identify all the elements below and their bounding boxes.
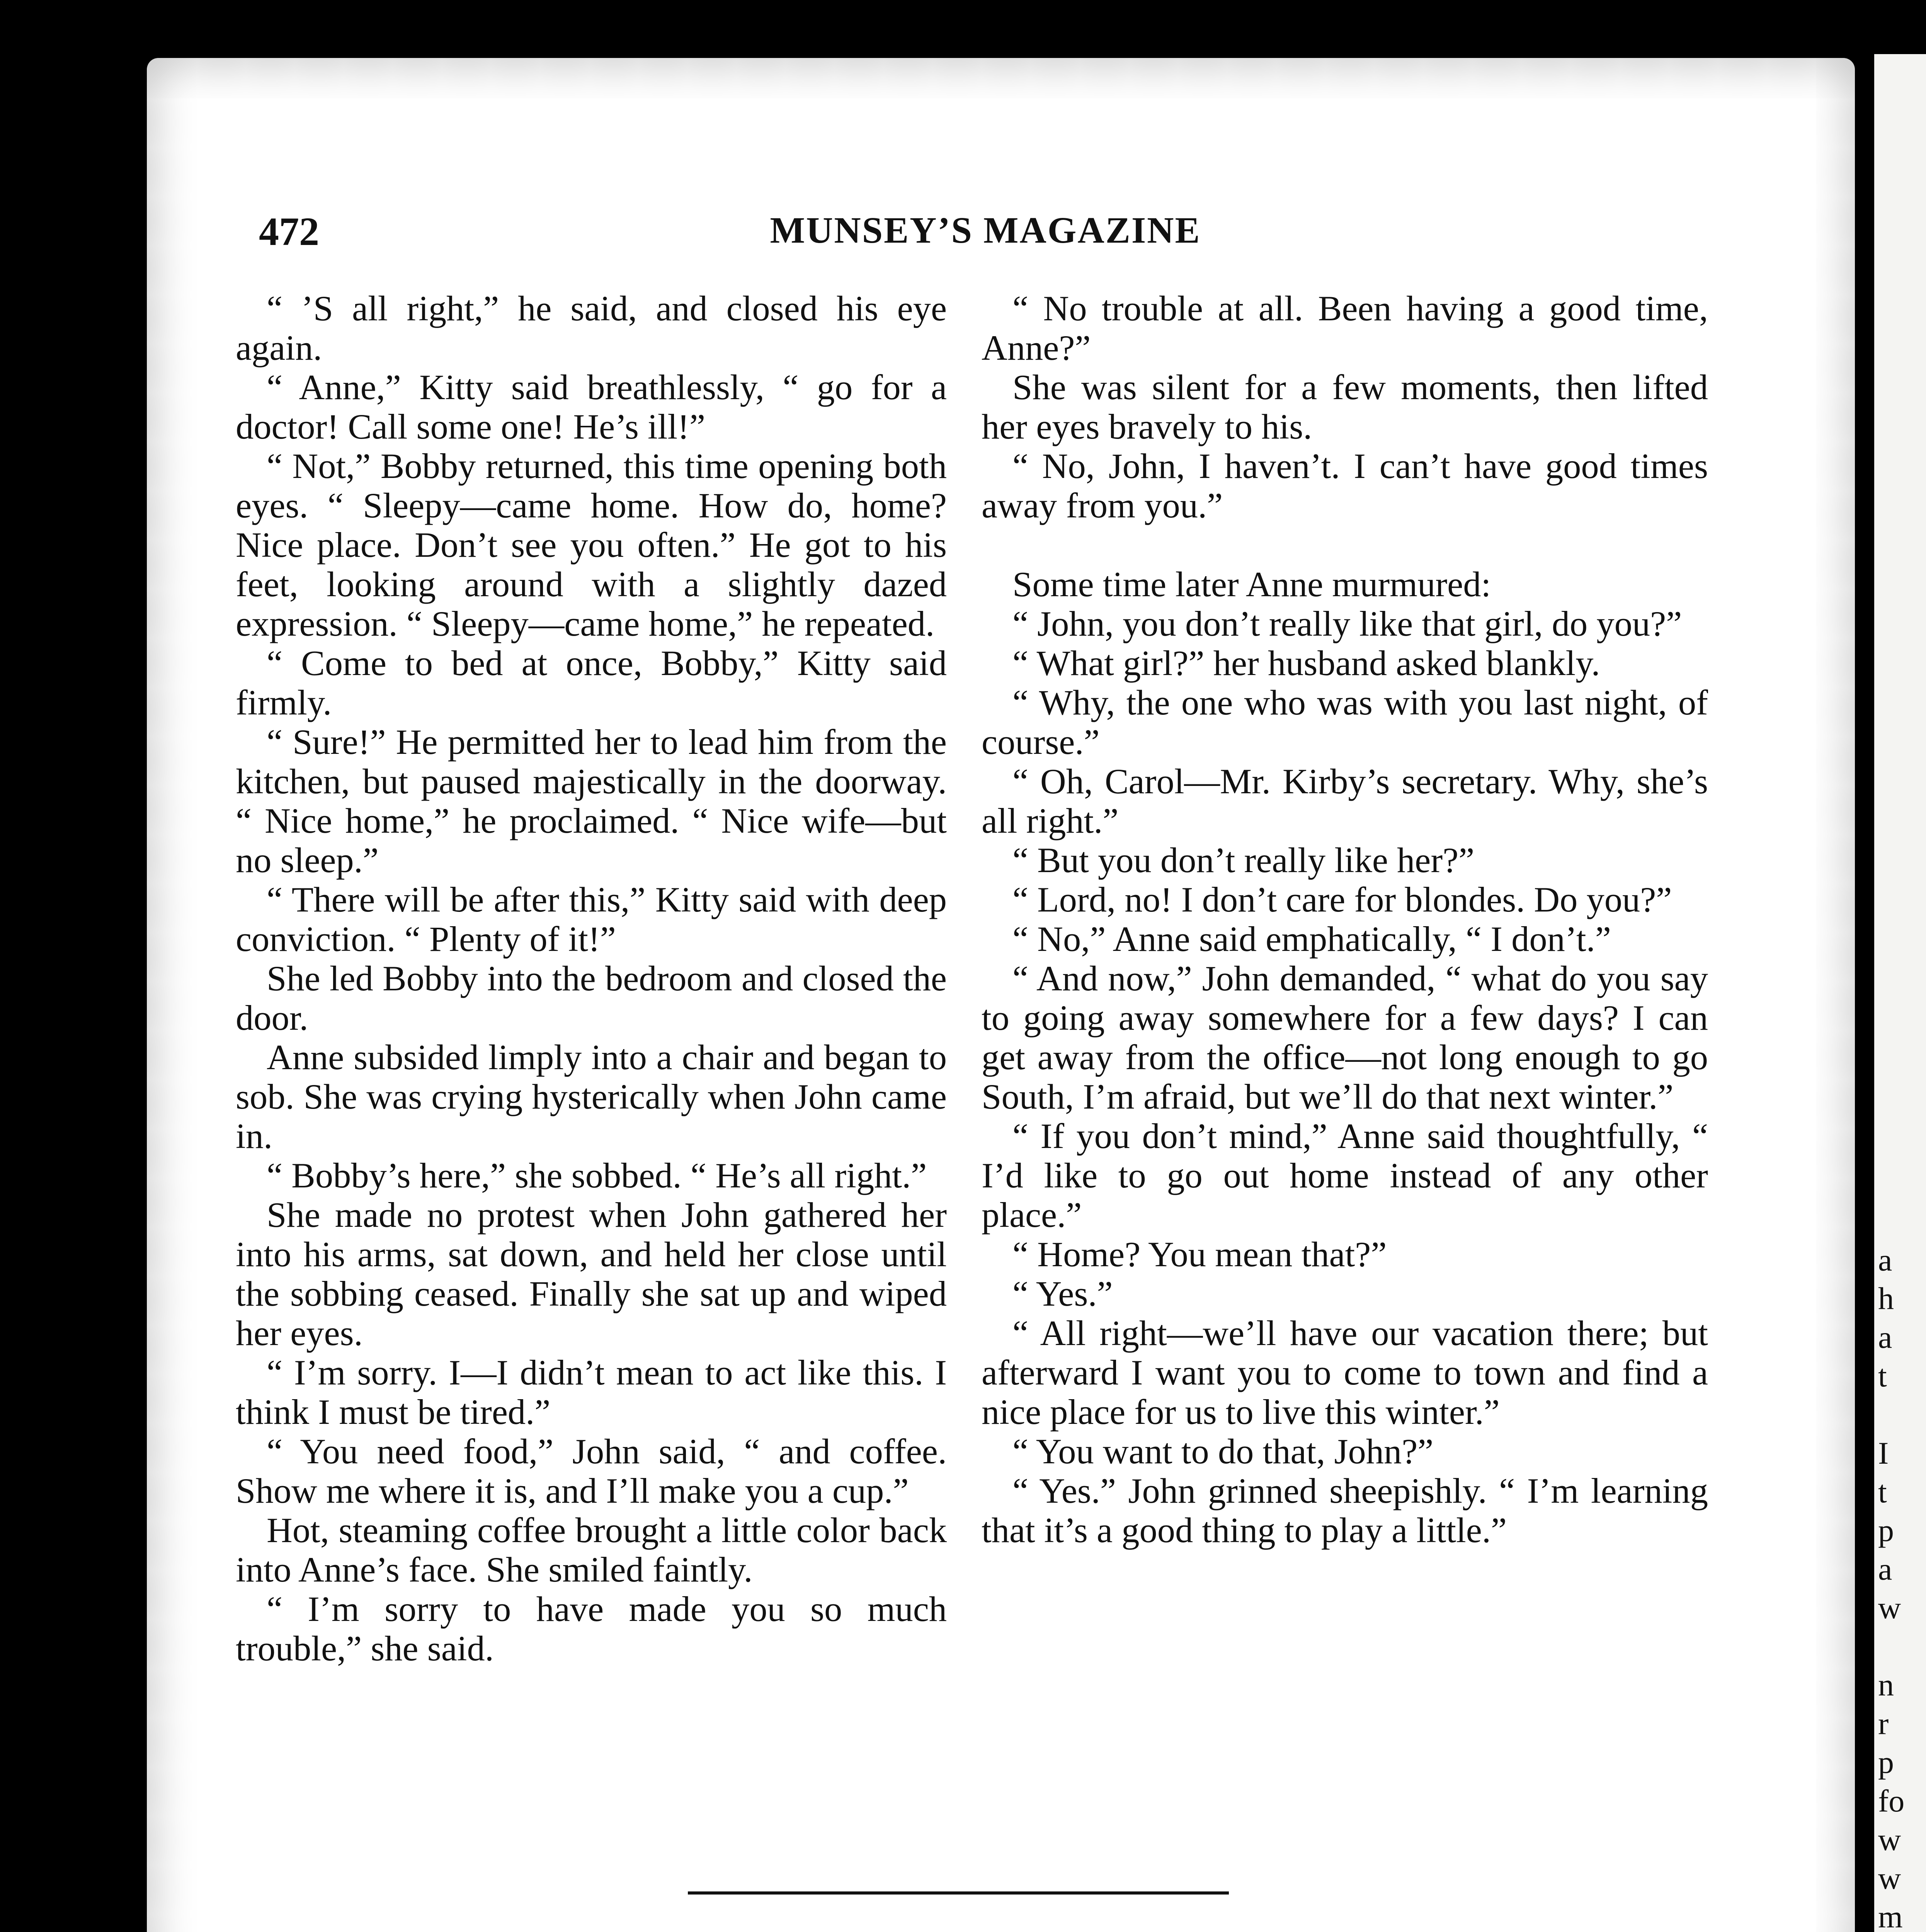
paragraph: She made no protest when John gathered her into his arms, sat down, and held her close until the sobbing ceased. Finally she sat up and wiped her eyes.: [236, 1196, 947, 1353]
next-page-fragment: a: [1878, 1242, 1892, 1277]
next-page-fragment: h: [1878, 1281, 1894, 1316]
paragraph: “ ’S all right,” he said, and closed his eye again.: [236, 289, 947, 368]
paragraph: “ Yes.”: [1012, 1274, 1113, 1314]
paragraph: “ Come to bed at once, Bobby,” Kitty said firmly.: [236, 644, 947, 723]
paragraph: “ No,” Anne said emphatically, “ I don’t.”: [1012, 920, 1611, 959]
paragraph: “ And now,” John demanded, “ what do you say to going away somewhere for a few days? I can get away from the office—not long enough to go South, I’m afraid, but we’ll do that next winter.”: [982, 959, 1708, 1117]
next-page-fragment: a: [1878, 1551, 1892, 1587]
paragraph: “ Why, the one who was with you last night, of course.”: [982, 683, 1708, 762]
paragraph: “ I’m sorry to have made you so much trouble,” she said.: [236, 1590, 947, 1668]
paragraph: “ Not,” Bobby returned, this time opening both eyes. “ Sleepy—came home. How do, home? Nice place. Don’t see you often.” He got to his feet, looking around with a slightly dazed expression. “ Sleepy—came home,” he repeated.: [236, 447, 947, 644]
paragraph: “ Sure!” He permitted her to lead him from the kitchen, but paused majestically in the doorway. “ Nice home,” he proclaimed. “ Nice wife—but no sleep.”: [236, 723, 947, 880]
next-page-fragment: w: [1878, 1822, 1901, 1857]
paragraph: “ No, John, I haven’t. I can’t have good times away from you.”: [982, 447, 1708, 526]
paragraph: She led Bobby into the bedroom and closed the door.: [236, 959, 947, 1038]
next-page-fragment: m: [1878, 1899, 1903, 1932]
next-page-fragment: n: [1878, 1667, 1894, 1702]
next-page-edge: [1874, 54, 1926, 1932]
paragraph: “ All right—we’ll have our vacation there; but afterward I want you to come to town and find a nice place for us to live this winter.”: [982, 1314, 1708, 1432]
page-header: [259, 209, 1712, 263]
next-page-fragment: p: [1878, 1513, 1894, 1548]
paragraph: “ Yes.” John grinned sheepishly. “ I’m learning that it’s a good thing to play a little.”: [982, 1471, 1708, 1550]
next-page-fragment: w: [1878, 1861, 1901, 1896]
paragraph: “ What girl?” her husband asked blankly.: [1012, 644, 1600, 683]
paragraph: “ Bobby’s here,” she sobbed. “ He’s all right.”: [267, 1156, 927, 1196]
paragraph: “ If you don’t mind,” Anne said thoughtfully, “ I’d like to go out home instead of any other place.”: [982, 1117, 1708, 1235]
paragraph: Anne subsided limply into a chair and began to sob. She was crying hysterically when John came in.: [236, 1038, 947, 1156]
next-page-fragment: I: [1878, 1435, 1889, 1471]
left-column: [236, 289, 947, 1668]
paragraph: “ Home? You mean that?”: [1012, 1235, 1387, 1274]
section-divider: [688, 1891, 1229, 1895]
paragraph: Some time later Anne murmured:: [1012, 565, 1491, 604]
paragraph: Hot, steaming coffee brought a little color back into Anne’s face. She smiled faintly.: [236, 1511, 947, 1590]
next-page-fragment: r: [1878, 1706, 1889, 1741]
paragraph: “ Anne,” Kitty said breathlessly, “ go for a doctor! Call some one! He’s ill!”: [236, 368, 947, 447]
paragraph: She was silent for a few moments, then lifted her eyes bravely to his.: [982, 368, 1708, 447]
paragraph: “ You need food,” John said, “ and coffee. Show me where it is, and I’ll make you a cup.”: [236, 1432, 947, 1511]
paragraph: “ John, you don’t really like that girl, do you?”: [1012, 604, 1682, 644]
paragraph: “ You want to do that, John?”: [1012, 1432, 1434, 1471]
paragraph: “ Oh, Carol—Mr. Kirby’s secretary. Why, she’s all right.”: [982, 762, 1708, 841]
next-page-fragment: fo: [1878, 1783, 1905, 1818]
paragraph: “ No trouble at all. Been having a good time, Anne?”: [982, 289, 1708, 368]
next-page-fragment: t: [1878, 1474, 1887, 1509]
page-number: 472: [259, 209, 319, 254]
next-page-fragment: a: [1878, 1320, 1892, 1355]
next-page-fragment: p: [1878, 1745, 1894, 1780]
next-page-fragment: t: [1878, 1358, 1887, 1393]
paragraph: “ I’m sorry. I—I didn’t mean to act like this. I think I must be tired.”: [236, 1353, 947, 1432]
running-title: MUNSEY’S MAGAZINE: [770, 209, 1201, 251]
paragraph: “ There will be after this,” Kitty said with deep conviction. “ Plenty of it!”: [236, 880, 947, 959]
right-column: [982, 289, 1708, 1550]
paragraph: “ Lord, no! I don’t care for blondes. Do you?”: [1012, 880, 1672, 920]
paragraph: “ But you don’t really like her?”: [1012, 841, 1475, 880]
next-page-fragment: w: [1878, 1590, 1901, 1625]
